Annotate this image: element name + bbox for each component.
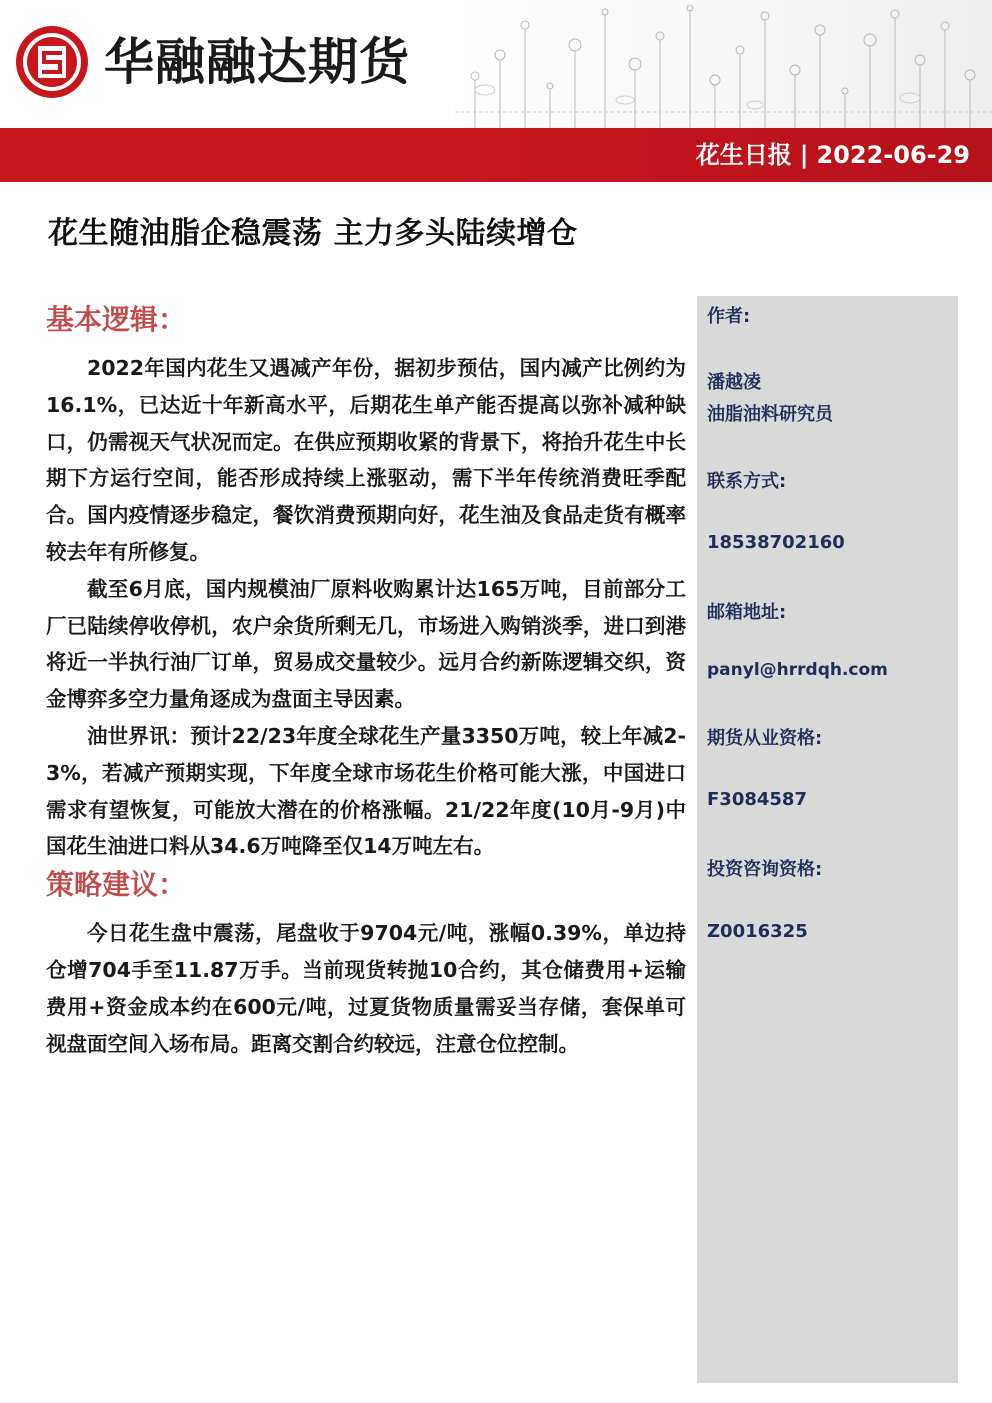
report-title: 花生随油脂企稳震荡 主力多头陆续增仓 (48, 216, 578, 251)
header-decoration (455, 0, 992, 128)
author-label: 作者: (707, 306, 751, 327)
section-basic-logic (46, 300, 686, 865)
contact-label: 联系方式: (707, 471, 787, 492)
hrrd-logo-icon (14, 24, 90, 100)
futures-cert-label: 期货从业资格: (707, 728, 823, 749)
author-sidebar (697, 296, 958, 1383)
futures-cert-value: F3084587 (707, 789, 807, 810)
invest-cert-label: 投资咨询资格: (707, 859, 823, 880)
company-name: 华融融达期货 (104, 32, 410, 91)
section-heading: 策略建议： (46, 868, 187, 902)
author-title: 油脂油料研究员 (707, 404, 833, 425)
report-date: 2022-06-29 (816, 141, 970, 169)
paragraph: 2022年国内花生又遇减产年份，据初步预估，国内减产比例约为16.1%，已达近十年新高水平，后期花生单产能否提高以弥补减种缺口，仍需视天气状况而定。在供应预期收紧的背景下，将抬升花生中长期下方运行空间，能否形成持续上涨驱动，需下半年传统消费旺季配合。国内疫情逐步稳定，餐饮消费预期向好，花生油及食品走货有概率较去年有所修复。 (46, 356, 686, 564)
section-strategy (46, 865, 686, 1062)
report-separator: | (799, 141, 809, 169)
report-body (46, 300, 686, 1062)
email-value[interactable]: panyl@hrrdqh.com (707, 660, 888, 680)
email-label: 邮箱地址: (707, 602, 787, 623)
contact-value: 18538702160 (707, 532, 845, 553)
paragraph: 截至6月底，国内规模油厂原料收购累计达165万吨，目前部分工厂已陆续停收停机，农户余货所剩无几，市场进入购销淡季，进口到港将近一半执行油厂订单，贸易成交量较少。远月合约新陈逻辑交织，资金博弈多空力量角逐成为盘面主导因素。 (46, 576, 686, 712)
paragraph: 油世界讯：预计22/23年度全球花生产量3350万吨，较上年减2-3%，若减产预期实现，下年度全球市场花生价格可能大涨，中国进口需求有望恢复，可能放大潜在的价格涨幅。21/22年度(10月-9月)中国花生油进口料从34.6万吨降至仅14万吨左右。 (46, 723, 686, 859)
section-heading: 基本逻辑： (46, 303, 187, 336)
invest-cert-value: Z0016325 (707, 921, 808, 942)
report-tag (696, 128, 970, 182)
report-type: 花生日报 (695, 141, 792, 169)
author-name: 潘越凌 (707, 372, 761, 393)
company-logo (14, 24, 410, 100)
paragraph: 今日花生盘中震荡，尾盘收于9704元/吨，涨幅0.39%，单边持仓增704手至11.87万手。当前现货转抛10合约，其仓储费用+运输费用+资金成本约在600元/吨，过夏货物质量需妥当存储，套保单可视盘面空间入场布局。距离交割合约较远，注意仓位控制。 (46, 921, 686, 1056)
